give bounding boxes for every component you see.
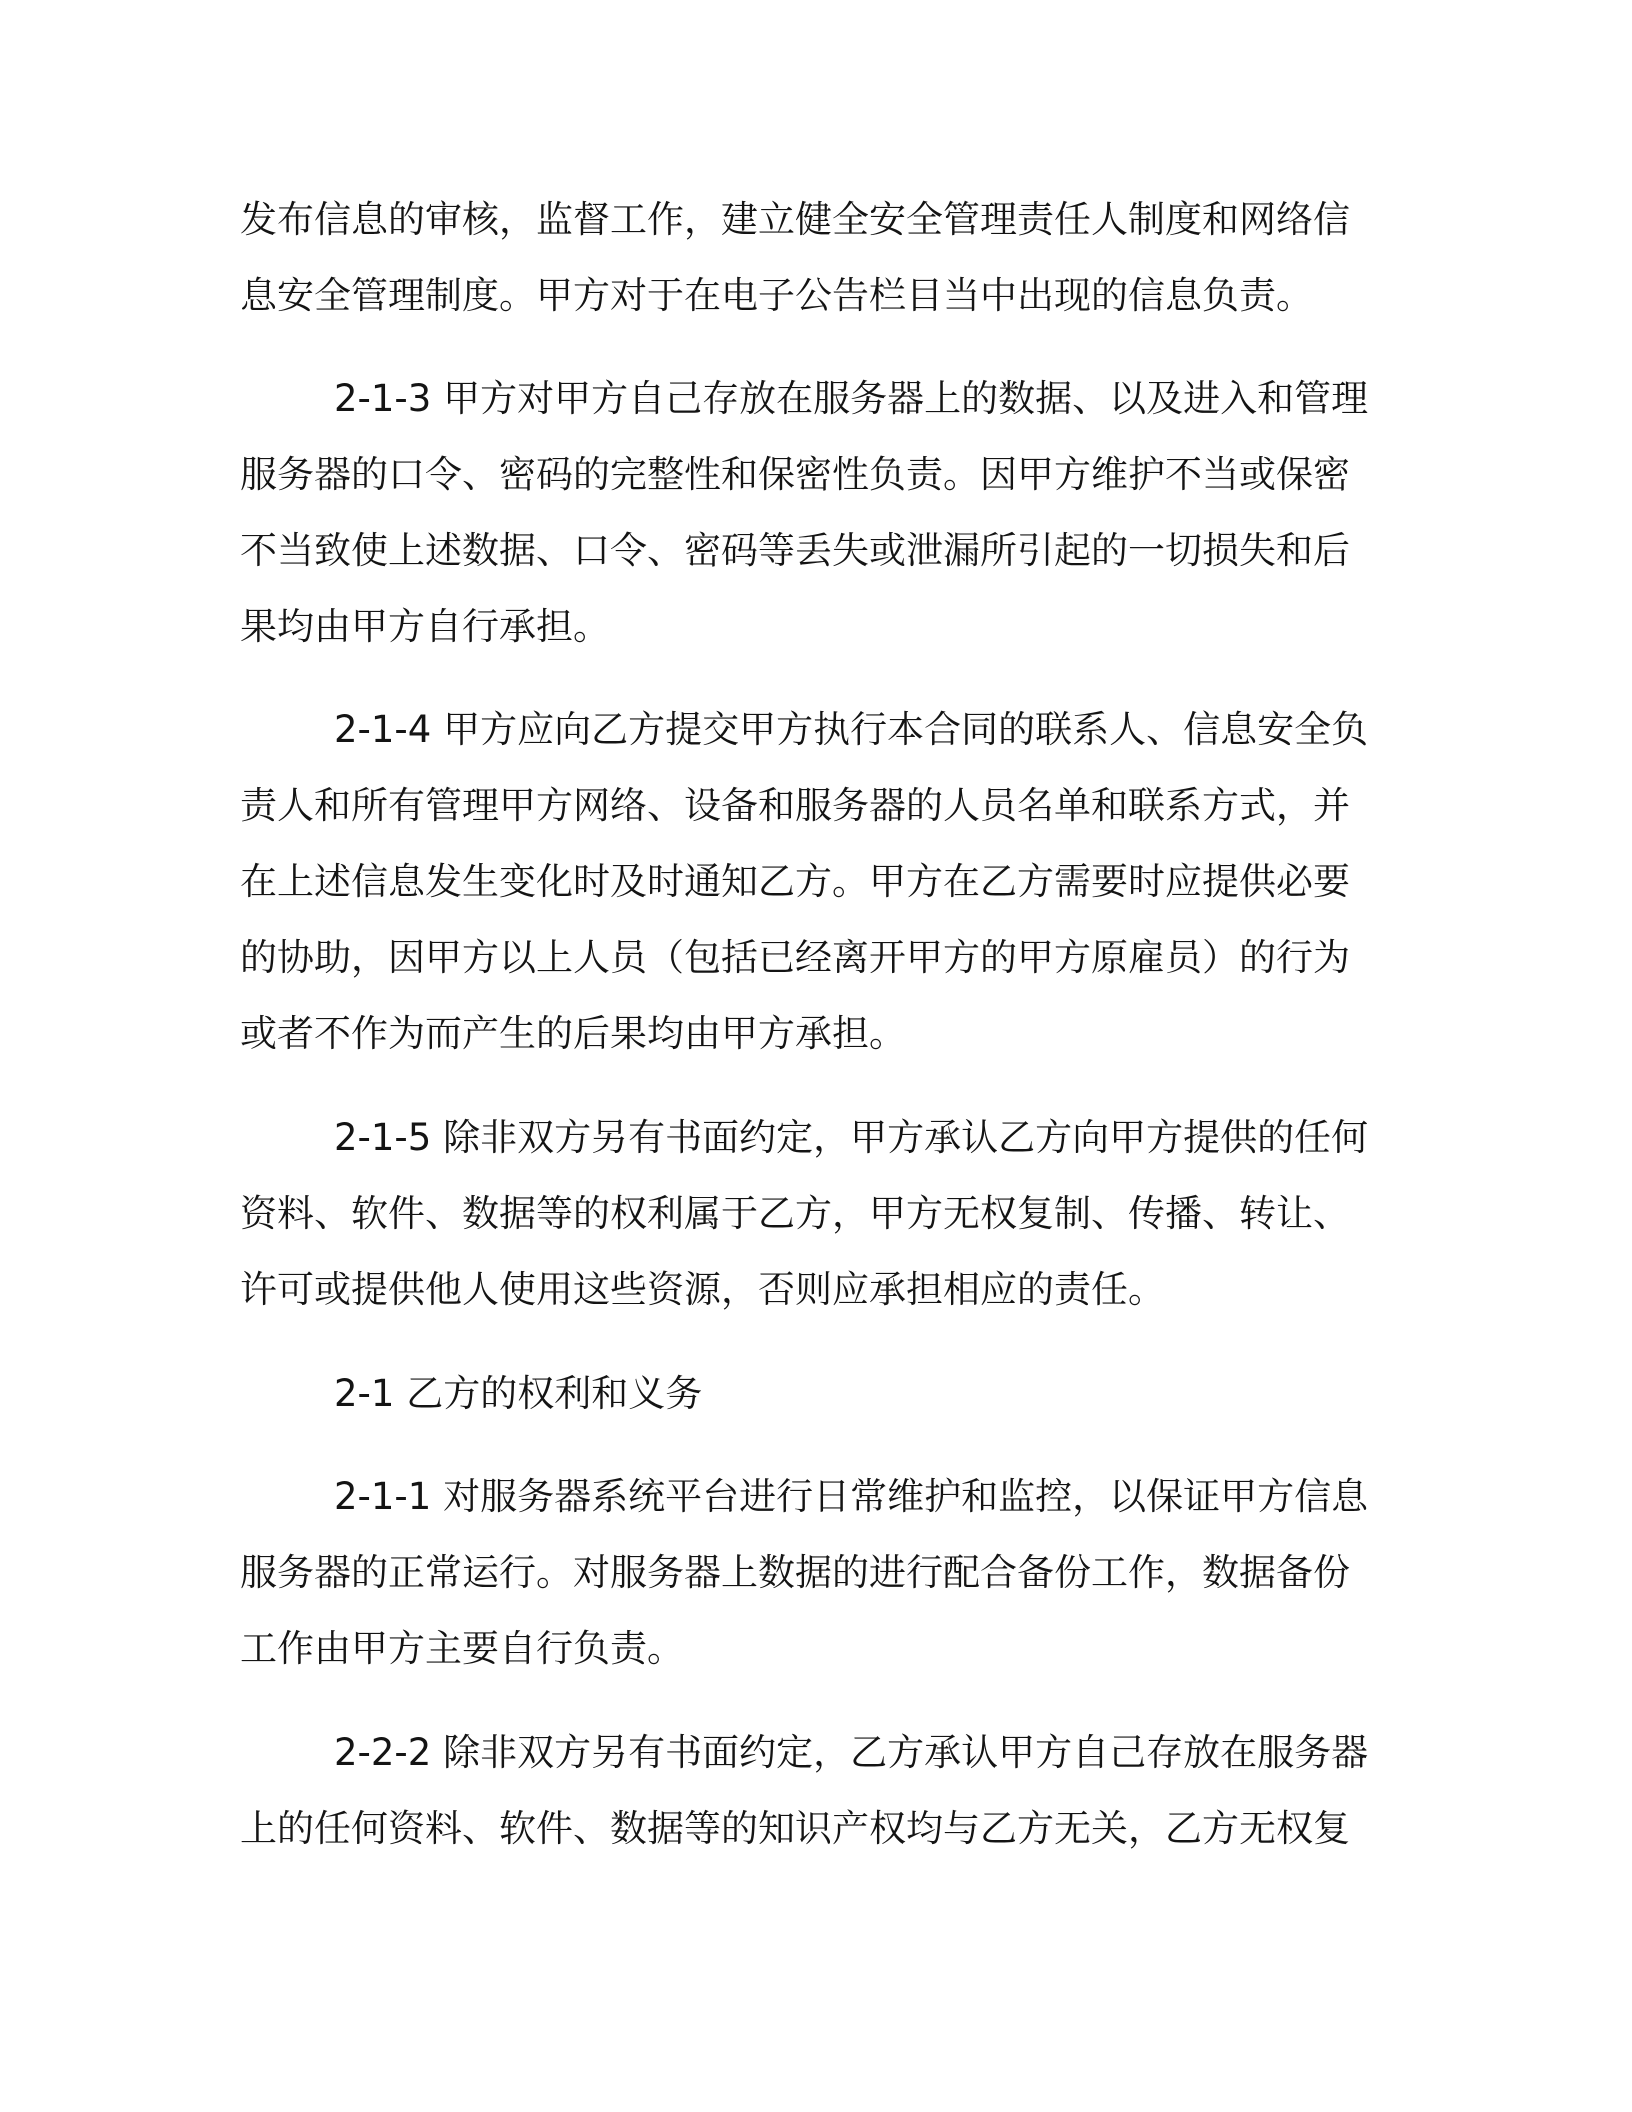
text-line: 不当致使上述数据、口令、密码等丢失或泄漏所引起的一切损失和后 <box>240 529 1350 572</box>
text-line: 许可或提供他人使用这些资源，否则应承担相应的责任。 <box>240 1268 1165 1311</box>
paragraph-2-1-5-first-line: 2-1-5 除非双方另有书面约定，甲方承认乙方向甲方提供的任何 <box>334 1116 1369 1159</box>
paragraph-2-2-2-first-line: 2-2-2 除非双方另有书面约定，乙方承认甲方自己存放在服务器 <box>334 1731 1369 1774</box>
paragraph-2-1-1-first-line: 2-1-1 对服务器系统平台进行日常维护和监控，以保证甲方信息 <box>334 1475 1369 1518</box>
text-line: 果均由甲方自行承担。 <box>240 605 610 648</box>
text-line: 责人和所有管理甲方网络、设备和服务器的人员名单和联系方式，并 <box>240 784 1350 827</box>
text-line: 服务器的正常运行。对服务器上数据的进行配合备份工作，数据备份 <box>240 1551 1350 1594</box>
text-line: 或者不作为而产生的后果均由甲方承担。 <box>240 1012 906 1055</box>
text-line: 资料、软件、数据等的权利属于乙方，甲方无权复制、传播、转让、 <box>240 1192 1350 1235</box>
paragraph-2-1-4-first-line: 2-1-4 甲方应向乙方提交甲方执行本合同的联系人、信息安全负 <box>334 708 1369 751</box>
text-line: 息安全管理制度。甲方对于在电子公告栏目当中出现的信息负责。 <box>240 274 1313 317</box>
text-line: 发布信息的审核，监督工作，建立健全安全管理责任人制度和网络信 <box>240 198 1350 241</box>
text-line: 上的任何资料、软件、数据等的知识产权均与乙方无关，乙方无权复 <box>240 1807 1350 1850</box>
text-line: 工作由甲方主要自行负责。 <box>240 1627 684 1670</box>
text-line: 服务器的口令、密码的完整性和保密性负责。因甲方维护不当或保密 <box>240 453 1350 496</box>
section-heading: 2-1 乙方的权利和义务 <box>334 1372 703 1415</box>
paragraph-2-1-3-first-line: 2-1-3 甲方对甲方自己存放在服务器上的数据、以及进入和管理 <box>334 377 1369 420</box>
text-line: 的协助，因甲方以上人员（包括已经离开甲方的甲方原雇员）的行为 <box>240 936 1350 979</box>
text-line: 在上述信息发生变化时及时通知乙方。甲方在乙方需要时应提供必要 <box>240 860 1350 903</box>
